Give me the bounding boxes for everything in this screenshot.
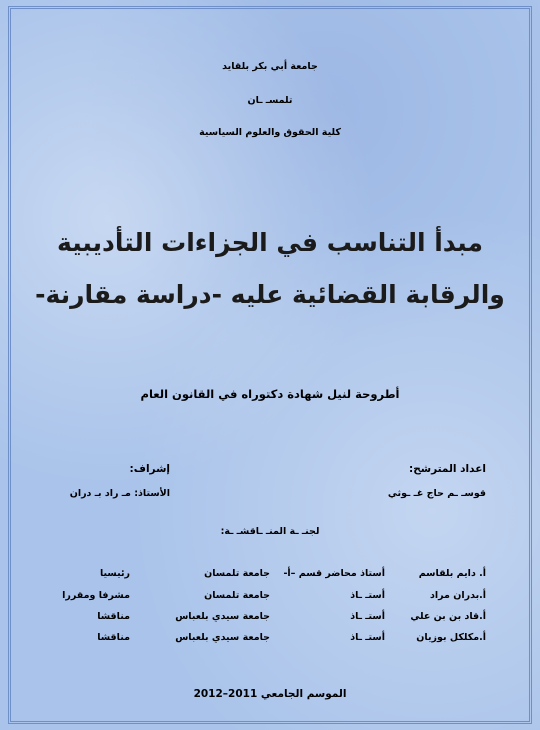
committee-member-institution: جامعة سيدي بلعباس: [175, 632, 270, 643]
thesis-subtitle: أطروحة لنيل شهادة دكتوراه في القانون العام: [140, 387, 400, 401]
thesis-title-line-2: والرقابة القضائية عليه -دراسة مقارنة-: [35, 280, 505, 309]
committee-member-name: أ.بدران مراد: [430, 590, 486, 601]
supervisor-name: الأستاذ: مـ راد بـ دران: [69, 488, 170, 499]
committee-member-institution: جامعة سيدي بلعباس: [175, 611, 270, 622]
supervisor-label: إشراف:: [129, 463, 170, 475]
academic-season: الموسم الجامعي 2011–2012: [193, 688, 347, 700]
committee-member-rank: أستـ ـاذ: [350, 632, 385, 643]
faculty-name: كلية الحقوق والعلوم السياسية: [199, 127, 341, 138]
thesis-title-line-1: مبدأ التناسب في الجزاءات التأديبية: [57, 228, 483, 257]
committee-heading: لجنـ ـة المنـ ـاقشـ ـة:: [220, 526, 320, 537]
committee-member-institution: جامعة تلمسان: [204, 568, 270, 579]
committee-member-name: أ.مكلكل بوزيان: [416, 632, 486, 643]
candidate-label: اعداد المترشح:: [409, 463, 486, 475]
city-name: تلمسـ ـان: [247, 95, 293, 106]
committee-member-name: أ.قاد بن بن علي: [410, 611, 486, 622]
candidate-name: قوسـ ـم حاج غـ ـوثي: [387, 488, 486, 499]
committee-member-institution: جامعة تلمسان: [204, 590, 270, 601]
committee-member-rank: أستـ ـاذ: [350, 590, 385, 601]
committee-member-rank: أستاذ محاضر قسم –أ-: [283, 568, 385, 579]
committee-member-role: مشرفا ومقررا: [62, 590, 130, 601]
committee-member-role: رئيسيا: [99, 568, 130, 579]
committee-member-name: أ. دايم بلقاسم: [418, 568, 486, 579]
committee-member-role: مناقشا: [97, 632, 130, 643]
university-name: جامعة أبي بكر بلقايد: [222, 61, 318, 72]
committee-member-rank: أستـ ـاذ: [350, 611, 385, 622]
committee-member-role: مناقشا: [97, 611, 130, 622]
